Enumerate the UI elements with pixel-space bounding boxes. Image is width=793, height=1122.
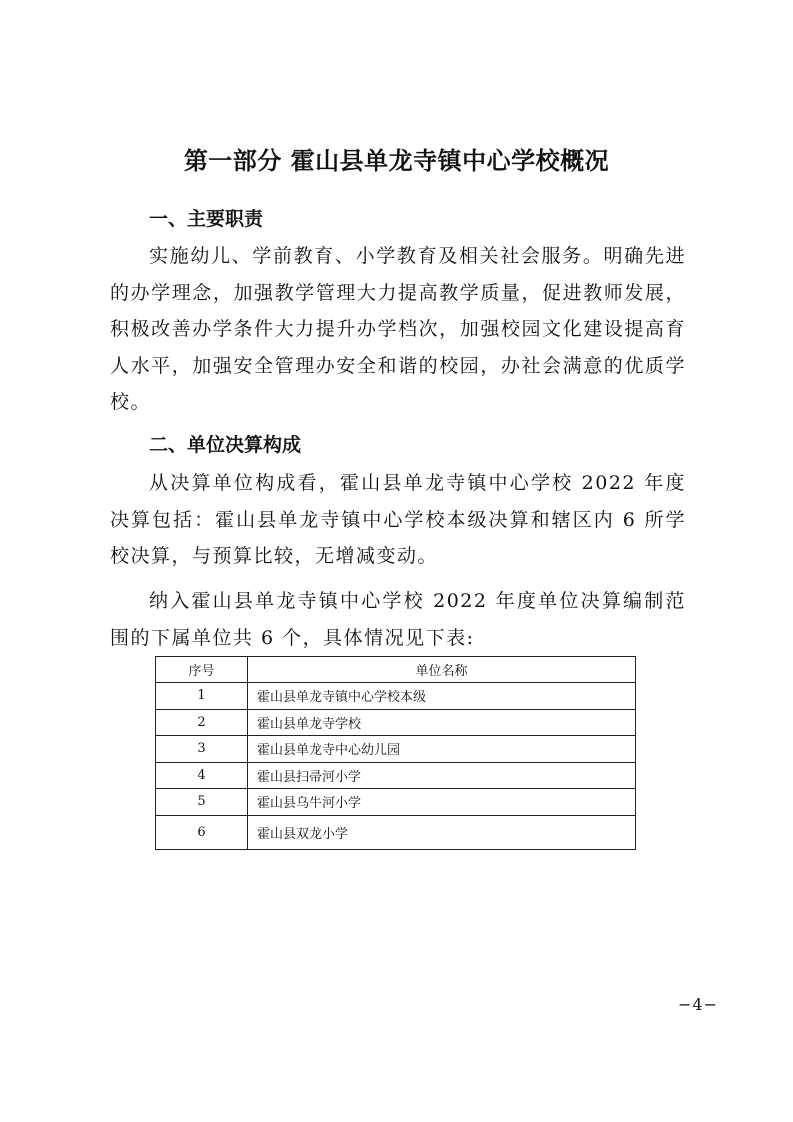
unit-name: 霍山县单龙寺镇中心学校本级: [248, 683, 636, 710]
table-row: [156, 683, 636, 710]
unit-name: 霍山县扫帚河小学: [248, 762, 636, 789]
table-row: [156, 815, 636, 849]
unit-table: [155, 656, 636, 850]
section-heading-main-duties: 一、主要职责: [149, 208, 264, 230]
row-number: 2: [156, 709, 248, 736]
row-number: 4: [156, 762, 248, 789]
paragraph-main-duties: 实施幼儿、学前教育、小学教育及相关社会服务。明确先进的办学理念，加强教学管理大力提高教学质量，促进教师发展，积极改善办学条件大力提升办学档次，加强校园文化建设提高育人水平，加强安全管理办安全和谐的校园，办社会满意的优质学校。: [110, 245, 686, 413]
unit-name: 霍山县单龙寺学校: [248, 709, 636, 736]
row-number: 3: [156, 736, 248, 763]
paragraph-subordinate-units: 纳入霍山县单龙寺镇中心学校 2022 年度单位决算编制范围的下属单位共 6 个，具体情况见下表:: [110, 590, 686, 649]
page-title: 第一部分 霍山县单龙寺镇中心学校概况: [183, 147, 610, 175]
table-row: [156, 789, 636, 816]
section-heading-budget-composition: 二、单位决算构成: [149, 434, 302, 456]
paragraph-budget-composition: 从决算单位构成看，霍山县单龙寺镇中心学校 2022 年度决算包括：霍山县单龙寺镇中心学校本级决算和辖区内 6 所学校决算，与预算比较，无增减变动。: [110, 472, 686, 567]
column-header-unit-name: 单位名称: [248, 657, 636, 683]
unit-name: 霍山县乌牛河小学: [248, 789, 636, 816]
unit-name: 霍山县双龙小学: [248, 815, 636, 849]
row-number: 6: [156, 815, 248, 849]
table-header-row: [156, 657, 636, 683]
column-header-number: 序号: [156, 657, 248, 683]
table-row: [156, 709, 636, 736]
table-row: [156, 762, 636, 789]
unit-name: 霍山县单龙寺中心幼儿园: [248, 736, 636, 763]
row-number: 5: [156, 789, 248, 816]
page-number: −4−: [678, 995, 718, 1014]
row-number: 1: [156, 683, 248, 710]
table-row: [156, 736, 636, 763]
